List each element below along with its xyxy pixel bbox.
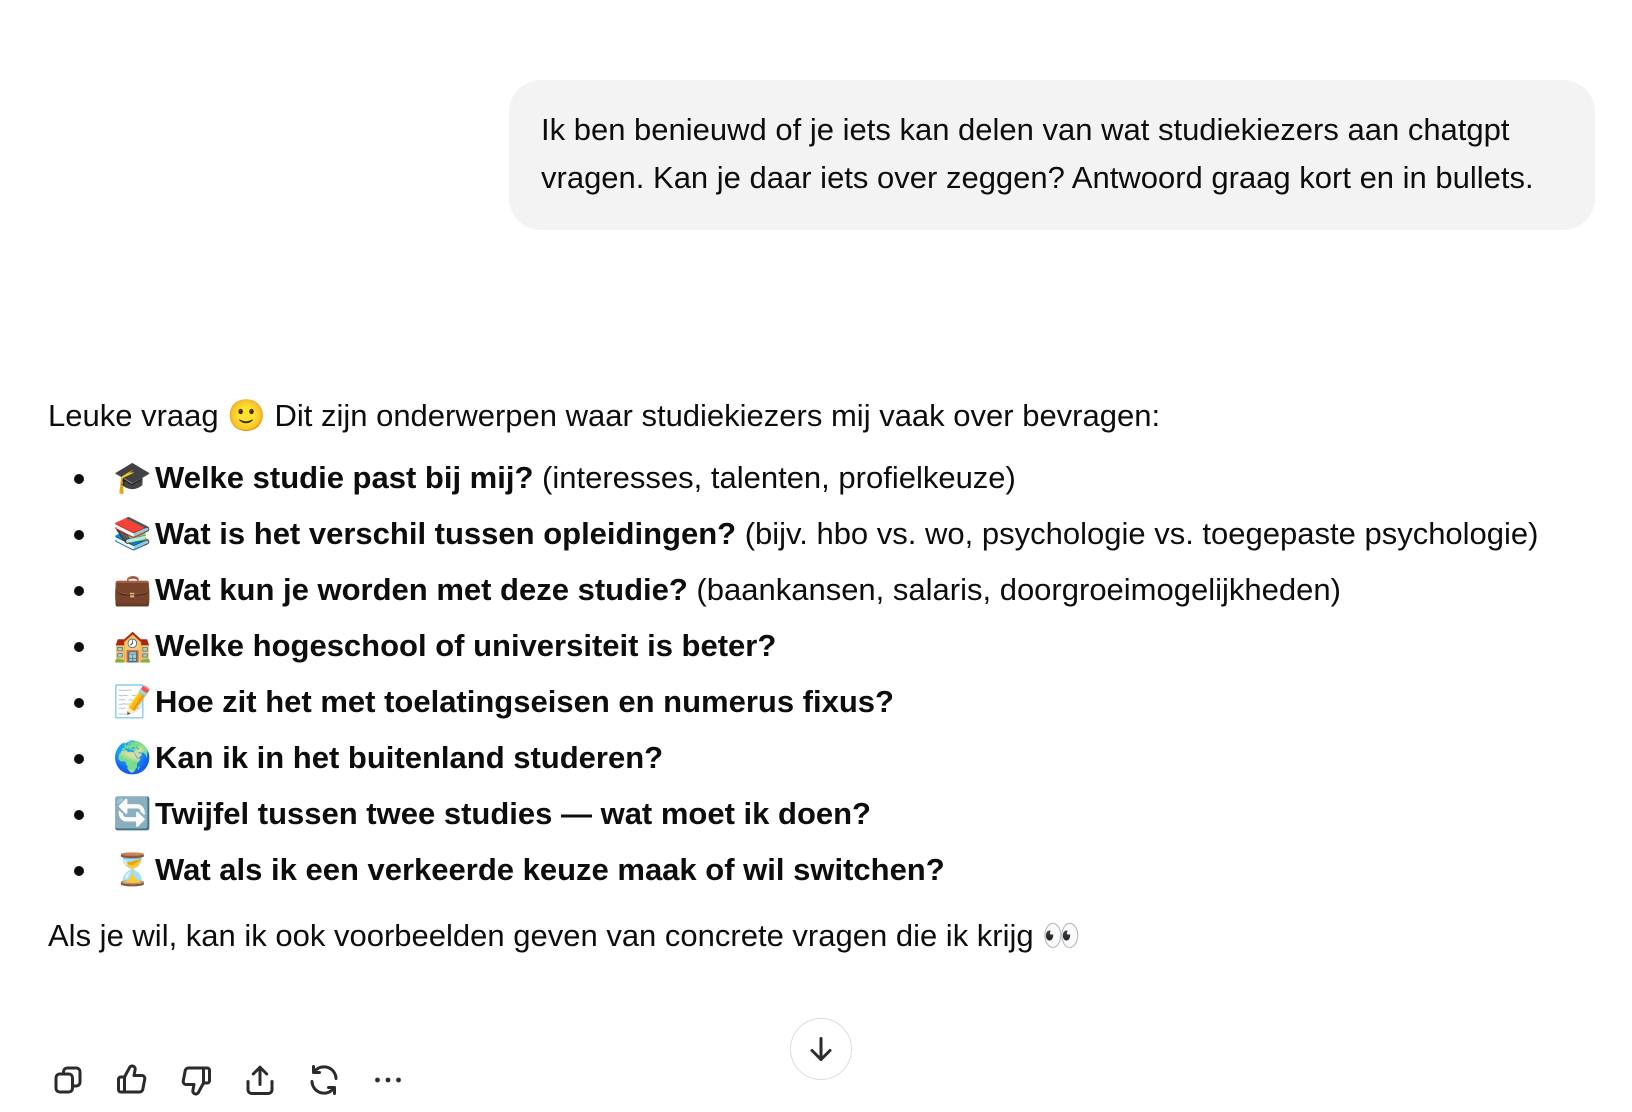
bullet-bold: Kan ik in het buitenland studeren? <box>155 740 664 775</box>
hourglass-icon: ⏳ <box>113 852 152 887</box>
bullet-dot <box>74 530 84 540</box>
assistant-message <box>48 392 1588 960</box>
thumbs-up-icon <box>114 1062 150 1098</box>
globe-icon: 🌍 <box>113 740 152 775</box>
copy-icon <box>50 1062 86 1098</box>
bullet-dot <box>74 810 84 820</box>
assistant-intro: Leuke vraag 🙂 Dit zijn onderwerpen waar studiekiezers mij vaak over bevragen: <box>48 398 1161 433</box>
more-icon <box>370 1062 406 1098</box>
bullet-detail: (bijv. hbo vs. wo, psychologie vs. toegepaste psychologie) <box>736 516 1539 551</box>
bullet-dot <box>74 474 84 484</box>
bullet-bold: Wat kun je worden met deze studie? <box>155 572 688 607</box>
bullet-detail: (baankansen, salaris, doorgroeimogelijkheden) <box>687 572 1341 607</box>
scroll-to-bottom-button[interactable] <box>790 1018 852 1080</box>
bullet-dot <box>74 698 84 708</box>
user-message-text: Ik ben benieuwd of je iets kan delen van wat studiekiezers aan chatgpt vragen. Kan je daar iets over zeggen? Antwoord graag kort en in bullets. <box>541 112 1534 195</box>
thumbs-down-button[interactable] <box>176 1060 216 1100</box>
list-item <box>48 786 1588 842</box>
list-item <box>48 842 1588 898</box>
school-icon: 🏫 <box>113 628 152 663</box>
list-item <box>48 506 1588 562</box>
list-item <box>48 730 1588 786</box>
memo-icon: 📝 <box>113 684 152 719</box>
bullet-bold: Twijfel tussen twee studies — wat moet ik doen? <box>155 796 871 831</box>
list-item <box>48 450 1588 506</box>
regenerate-icon <box>306 1062 342 1098</box>
list-item <box>48 674 1588 730</box>
bullet-bold: Wat is het verschil tussen opleidingen? <box>155 516 737 551</box>
bullet-dot <box>74 586 84 596</box>
bullet-bold: Welke hogeschool of universiteit is beter? <box>155 628 777 663</box>
regenerate-button[interactable] <box>304 1060 344 1100</box>
list-item <box>48 562 1588 618</box>
bullet-bold: Wat als ik een verkeerde keuze maak of wil switchen? <box>155 852 945 887</box>
share-icon <box>242 1062 278 1098</box>
graduation-cap-icon: 🎓 <box>113 460 152 495</box>
user-message-bubble <box>509 80 1595 230</box>
copy-button[interactable] <box>48 1060 88 1100</box>
thumbs-up-button[interactable] <box>112 1060 152 1100</box>
more-options-button[interactable] <box>368 1060 408 1100</box>
bullet-dot <box>74 754 84 764</box>
bullet-bold: Welke studie past bij mij? <box>155 460 534 495</box>
bullet-detail: (interesses, talenten, profielkeuze) <box>533 460 1016 495</box>
assistant-bullet-list <box>48 450 1588 898</box>
share-button[interactable] <box>240 1060 280 1100</box>
bullet-dot <box>74 866 84 876</box>
arrow-down-icon <box>803 1031 839 1067</box>
thumbs-down-icon <box>178 1062 214 1098</box>
bullet-bold: Hoe zit het met toelatingseisen en numerus fixus? <box>155 684 894 719</box>
assistant-outro: Als je wil, kan ik ook voorbeelden geven van concrete vragen die ik krijg 👀 <box>48 918 1081 953</box>
list-item <box>48 618 1588 674</box>
bullet-dot <box>74 642 84 652</box>
repeat-icon: 🔄 <box>113 796 152 831</box>
message-action-bar <box>48 1058 408 1102</box>
briefcase-icon: 💼 <box>113 572 152 607</box>
books-icon: 📚 <box>113 516 152 551</box>
